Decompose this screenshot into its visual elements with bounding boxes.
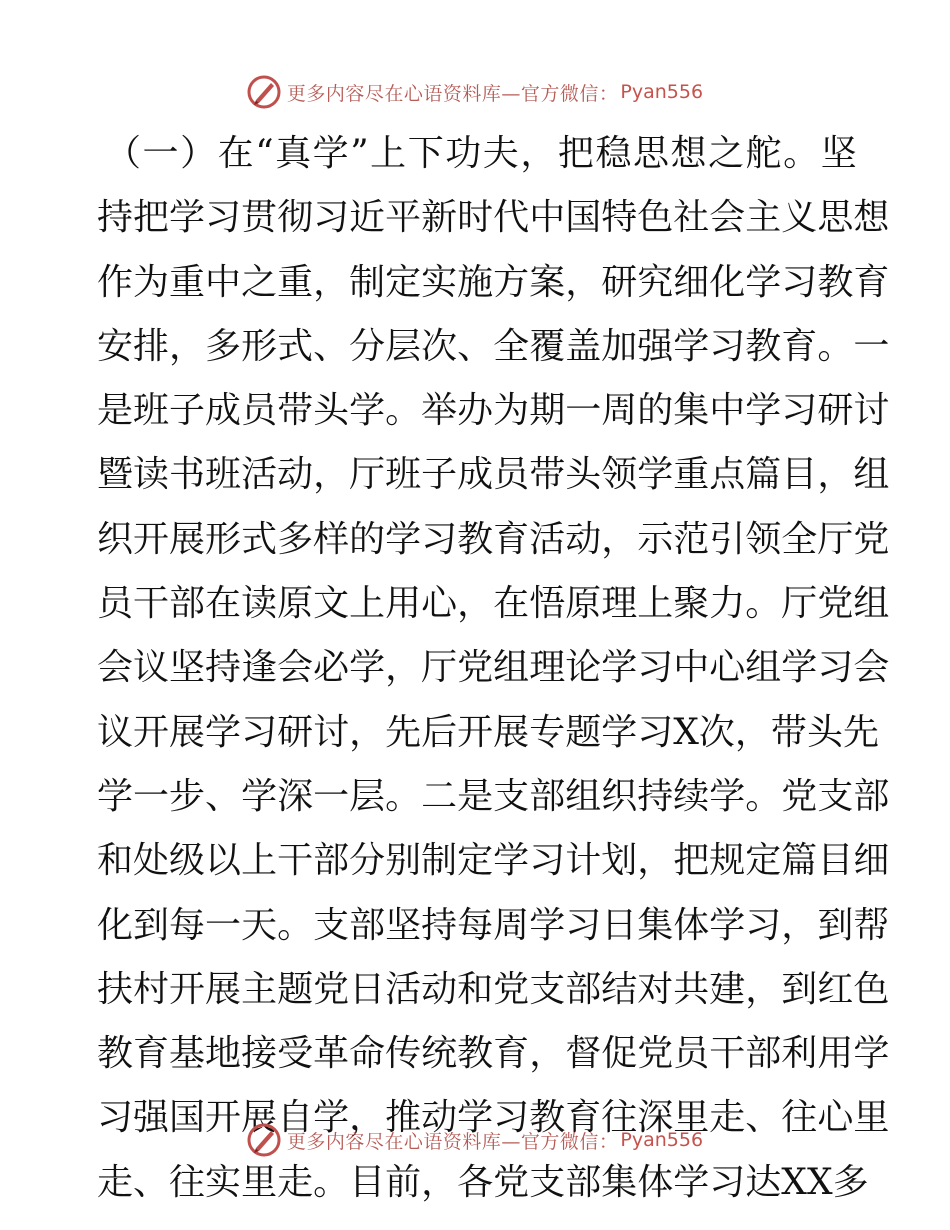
text-line: 会 议 坚 持 逢 会 必 学 ， 厅 党 组 理 论 学 习 中 心 组 学 习 会 <box>97 647 890 689</box>
text-line: 走 、 往 实 里 走 。 目 前 ， 各 党 支 部 集 体 学 习 达 X X 多 <box>97 1161 869 1203</box>
text-line: 学 一 步 、 学 深 一 层 。 二 是 支 部 组 织 持 续 学 。 党 支 部 <box>97 775 890 817</box>
text-line: 暨 读 书 班 活 动 ， 厅 班 子 成 员 带 头 领 学 重 点 篇 目 ， 组 <box>97 454 890 496</box>
text-line: 员 干 部 在 读 原 文 上 用 心 ， 在 悟 原 理 上 聚 力 。 厅 党 组 <box>97 583 890 625</box>
footer-watermark <box>0 1118 950 1162</box>
text-line: 教 育 基 地 接 受 革 命 传 统 教 育 ， 督 促 党 员 干 部 利 用 学 <box>97 1033 890 1075</box>
text-line: 化 到 每 一 天 。 支 部 坚 持 每 周 学 习 日 集 体 学 习 ， 到 帮 <box>97 904 890 946</box>
watermark-wechat-id: Pyan556 <box>620 81 704 103</box>
body-paragraph <box>97 122 890 1215</box>
header-watermark <box>0 70 950 114</box>
watermark-wechat-id: Pyan556 <box>620 1129 704 1151</box>
text-line: 和 处 级 以 上 干 部 分 别 制 定 学 习 计 划 ， 把 规 定 篇 目 细 <box>97 840 890 882</box>
text-line: 是 班 子 成 员 带 头 学 。 举 办 为 期 一 周 的 集 中 学 习 研 讨 <box>97 390 890 432</box>
text-line: 安 排 ， 多 形 式 、 分 层 次 、 全 覆 盖 加 强 学 习 教 育 。 一 <box>97 325 890 367</box>
text-line: （ 一 ） 在 “ 真 学 ” 上 下 功 夫 ， 把 稳 思 想 之 舵 。 坚 <box>105 133 857 174</box>
watermark-text: 更多内容尽在心语资料库—官方微信： <box>286 82 619 105</box>
pen-logo-icon <box>247 1123 281 1157</box>
watermark-text: 更多内容尽在心语资料库—官方微信： <box>286 1130 619 1153</box>
text-line: 织 开 展 形 式 多 样 的 学 习 教 育 活 动 ， 示 范 引 领 全 厅 党 <box>97 518 890 560</box>
text-line: 持 把 学 习 贯 彻 习 近 平 新 时 代 中 国 特 色 社 会 主 义 思 想 <box>97 197 890 239</box>
pen-logo-icon <box>247 75 281 109</box>
text-line: 作 为 重 中 之 重 ， 制 定 实 施 方 案 ， 研 究 细 化 学 习 教 育 <box>97 261 890 303</box>
text-line: 扶 村 开 展 主 题 党 日 活 动 和 党 支 部 结 对 共 建 ， 到 红 色 <box>97 968 890 1010</box>
text-line: 议 开 展 学 习 研 讨 ， 先 后 开 展 专 题 学 习 X 次 ， 带 头 先 <box>97 711 879 753</box>
text-line: 习 强 国 开 展 自 学 ， 推 动 学 习 教 育 往 深 里 走 、 往 心 里 <box>97 1097 890 1139</box>
